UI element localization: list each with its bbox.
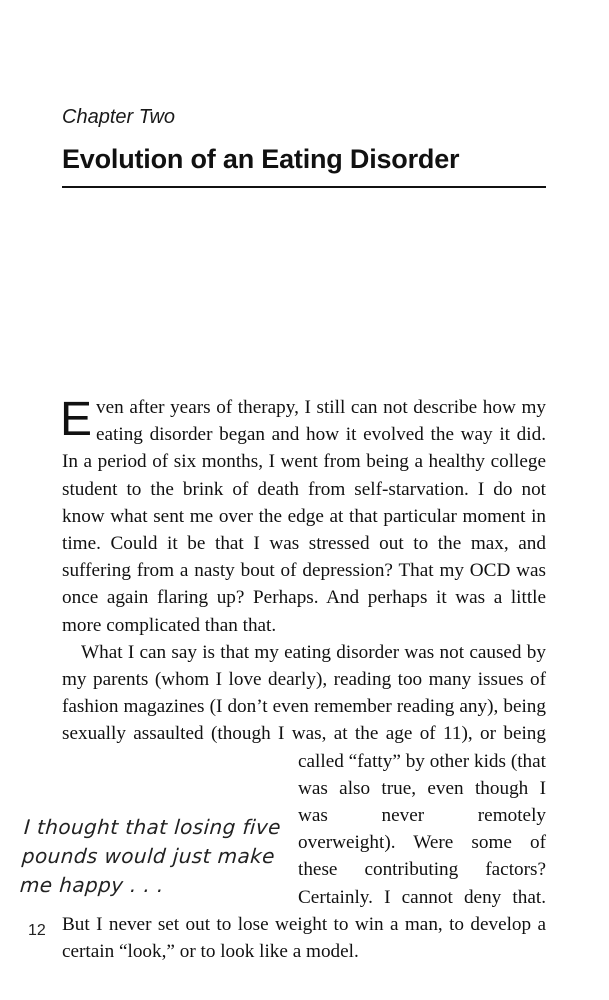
drop-cap: E (60, 393, 93, 446)
paragraph-2-text: What I can say is that my eating disorder was not caused by my parents (whom I love dearly), reading too many issues of fashion magazines (I don’t even remember reading any), being sexually assaulted (though I was, at the age of 11), or being called “fatty” by other kids (that was also true, even though I was never remotely overweight). Were some of these contributing factors? Certainly. I cannot deny that. But I never set out to lose weight to win a man, to develop a certain “look,” or to look like a model. (62, 641, 546, 963)
chapter-label: Chapter Two (62, 106, 176, 128)
paragraph-1 (62, 394, 546, 639)
page-number: 12 (28, 922, 46, 939)
title-rule (62, 186, 546, 188)
chapter-title: Evolution of an Eating Disorder (62, 144, 460, 174)
paragraph-1-text: ven after years of therapy, I still can not describe how my eating disorder began and how it evolved the way it did. In a period of six months, I went from being a healthy college student to the brink of death from self-starvation. I do not know what sent me over the edge at that particular moment in time. Could it be that I was stressed out to the max, and suffering from a nasty bout of depression? That my OCD was once again flaring up? Perhaps. And perhaps it was a little more complicated than that. (62, 397, 546, 636)
paragraph-2 (62, 639, 546, 965)
pull-quote: I thought that losing five pounds would just make me happy . . . (19, 815, 282, 897)
